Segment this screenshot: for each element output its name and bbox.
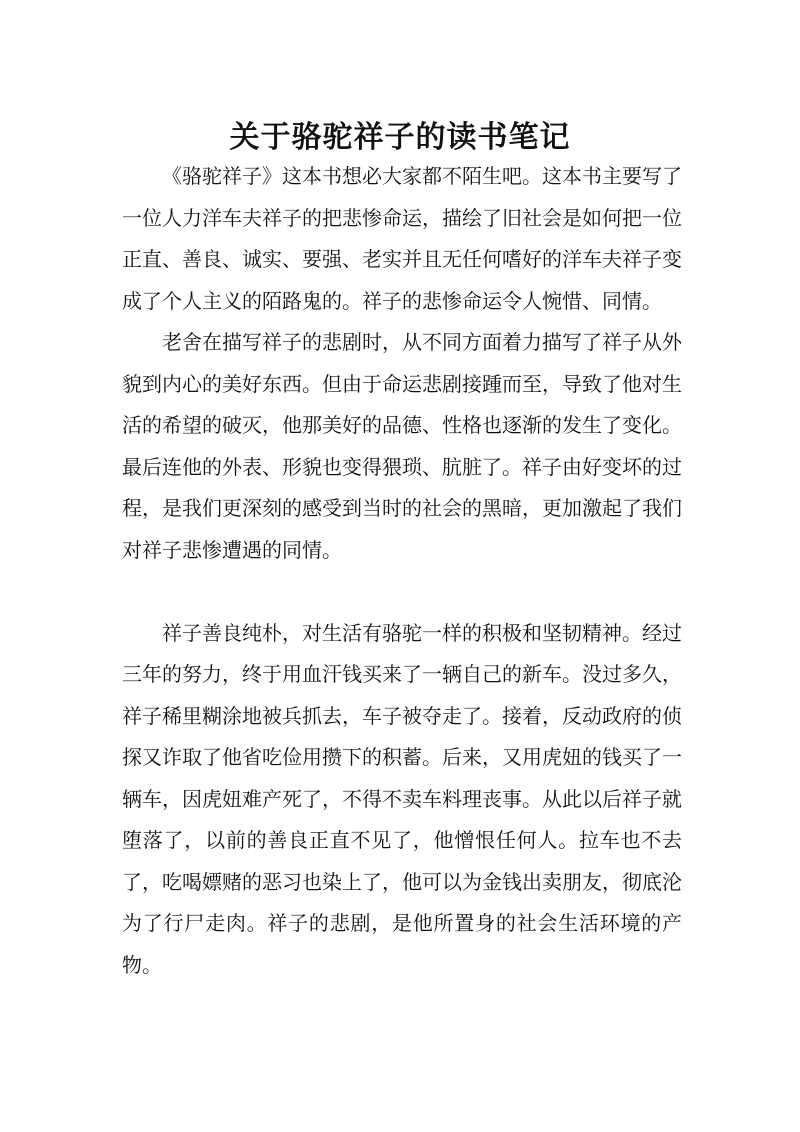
paragraph-1: 《骆驼祥子》这本书想必大家都不陌生吧。这本书主要写了一位人力洋车夫祥子的把悲惨命运，描绘了旧社会是如何把一位正直、善良、诚实、要强、老实并且无任何嗜好的洋车夫祥子变成了个人主义的陌路鬼的。祥子的悲惨命运令人惋惜、同情。 xyxy=(122,164,682,313)
paragraph-3: 祥子善良纯朴，对生活有骆驼一样的积极和坚韧精神。经过三年的努力，终于用血汗钱买来了一辆自己的新车。没过多久，祥子稀里糊涂地被兵抓去，车子被夺走了。接着，反动政府的侦探又诈取了他省吃俭用攒下的积蓄。后来，又用虎妞的钱买了一辆车，因虎妞难产死了，不得不卖车料理丧事。从此以后祥子就堕落了，以前的善良正直不见了，他憎恨任何人。拉车也不去了，吃喝嫖赌的恶习也染上了，他可以为金钱出卖朋友，彻底沦为了行尸走肉。祥子的悲剧，是他所置身的社会生活环境的产物。 xyxy=(122,620,682,977)
paragraph-2: 老舍在描写祥子的悲剧时，从不同方面着力描写了祥子从外貌到内心的美好东西。但由于命运悲剧接踵而至，导致了他对生活的希望的破灭，他那美好的品德、性格也逐渐的发生了变化。最后连他的外表、形貌也变得猥琐、肮脏了。祥子由好变坏的过程，是我们更深刻的感受到当时的社会的黑暗，更加激起了我们对祥子悲惨遭遇的同情。 xyxy=(122,330,682,562)
paragraph-spacer xyxy=(122,571,682,613)
document-title: 关于骆驼祥子的读书笔记 xyxy=(229,120,571,156)
document-body xyxy=(122,156,682,986)
